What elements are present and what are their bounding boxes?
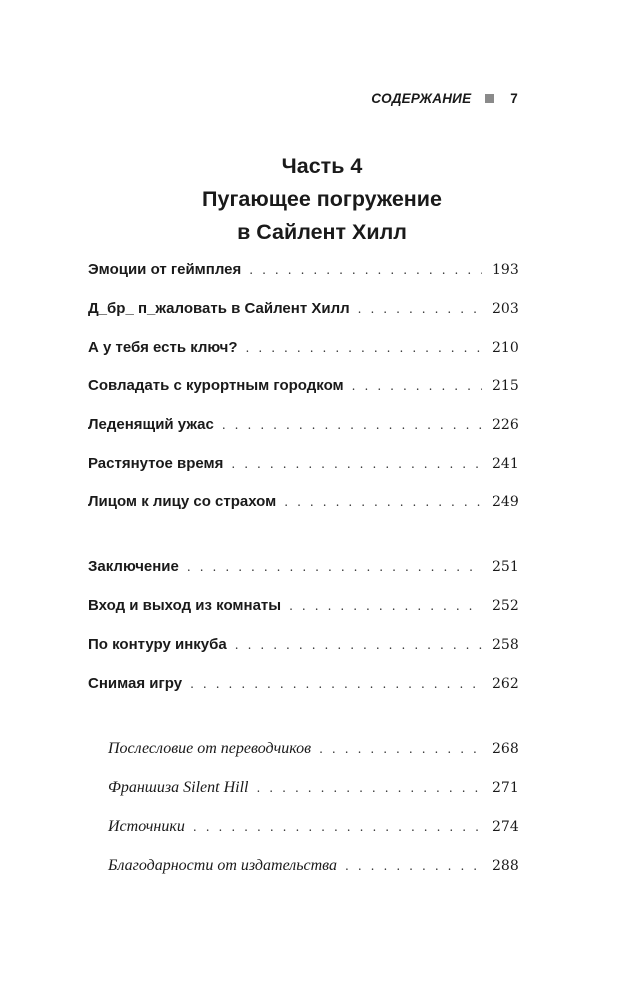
toc-entry[interactable]: [88, 300, 518, 322]
toc-entry-page: 203: [492, 301, 519, 317]
toc-entry-page: 258: [492, 637, 519, 653]
part-number: Часть 4: [281, 154, 363, 178]
dot-leader: [193, 820, 482, 834]
toc-entry-page: 249: [492, 494, 519, 510]
dot-leader: [345, 859, 482, 873]
dot-leader: [249, 263, 482, 277]
toc-entry[interactable]: [88, 261, 518, 283]
dot-leader: [352, 379, 482, 393]
toc-entry-title: Д_бр_ п_жаловать в Сайлент Хилл: [88, 300, 350, 317]
dot-leader: [222, 418, 482, 432]
toc-entry-page: 251: [492, 559, 519, 575]
toc-entry-title: Снимая игру: [88, 675, 183, 692]
toc-entry-page: 193: [492, 262, 519, 278]
toc-entry-title: Послесловие от переводчиков: [108, 740, 312, 757]
dot-leader: [187, 560, 482, 574]
toc-entry-title: Источники: [108, 818, 185, 835]
toc-entry[interactable]: [88, 779, 518, 801]
toc-entry[interactable]: [88, 740, 518, 762]
page-number: 7: [510, 91, 518, 106]
part-title-line-2: в Сайлент Хилл: [237, 220, 407, 244]
toc-entry-title: По контуру инкуба: [88, 636, 227, 653]
toc-entry[interactable]: [88, 416, 518, 438]
toc-entry[interactable]: [88, 636, 518, 658]
toc-entry[interactable]: [88, 455, 518, 477]
toc-entry-title: Леденящий ужас: [88, 416, 214, 433]
toc-entry-title: Заключение: [88, 558, 179, 575]
toc-entry-title: Вход и выход из комнаты: [88, 597, 282, 614]
part-heading: [0, 150, 644, 249]
dot-leader: [319, 742, 482, 756]
toc-entry-title: Совладать с курортным городком: [88, 377, 344, 394]
running-head-section: СОДЕРЖАНИЕ: [371, 91, 472, 106]
toc-entry-page: 215: [492, 378, 519, 394]
toc-entry[interactable]: [88, 597, 518, 619]
square-bullet-icon: [485, 94, 494, 103]
toc-entry[interactable]: [88, 818, 518, 840]
toc-entry-page: 252: [492, 598, 519, 614]
dot-leader: [190, 677, 482, 691]
toc-entry-page: 288: [492, 858, 519, 874]
toc-entry[interactable]: [88, 558, 518, 580]
toc-entry-page: 226: [492, 417, 519, 433]
dot-leader: [231, 457, 482, 471]
toc-entry-page: 274: [492, 819, 519, 835]
dot-leader: [256, 781, 482, 795]
dot-leader: [358, 302, 482, 316]
toc-entry-title: Франшиза Silent Hill: [108, 779, 249, 796]
running-head: [371, 91, 518, 106]
toc-entry-page: 262: [492, 676, 519, 692]
toc-entry[interactable]: [88, 493, 518, 515]
dot-leader: [235, 638, 482, 652]
toc-entry-page: 268: [492, 741, 519, 757]
dot-leader: [289, 599, 482, 613]
toc-entry-title: Растянутое время: [88, 455, 224, 472]
toc-entry-title: А у тебя есть ключ?: [88, 339, 238, 356]
toc-entry-title: Лицом к лицу со страхом: [88, 493, 277, 510]
toc-entry-page: 271: [492, 780, 519, 796]
toc-entry[interactable]: [88, 857, 518, 879]
toc-entry-title: Эмоции от геймплея: [88, 261, 242, 278]
dot-leader: [284, 495, 482, 509]
toc-entry[interactable]: [88, 339, 518, 361]
toc-entry-title: Благодарности от издательства: [108, 857, 338, 874]
part-title-line-1: Пугающее погружение: [202, 187, 442, 211]
dot-leader: [246, 341, 482, 355]
toc-entry[interactable]: [88, 377, 518, 399]
toc-entry[interactable]: [88, 675, 518, 697]
toc-entry-page: 210: [492, 340, 519, 356]
toc-entry-page: 241: [492, 456, 519, 472]
